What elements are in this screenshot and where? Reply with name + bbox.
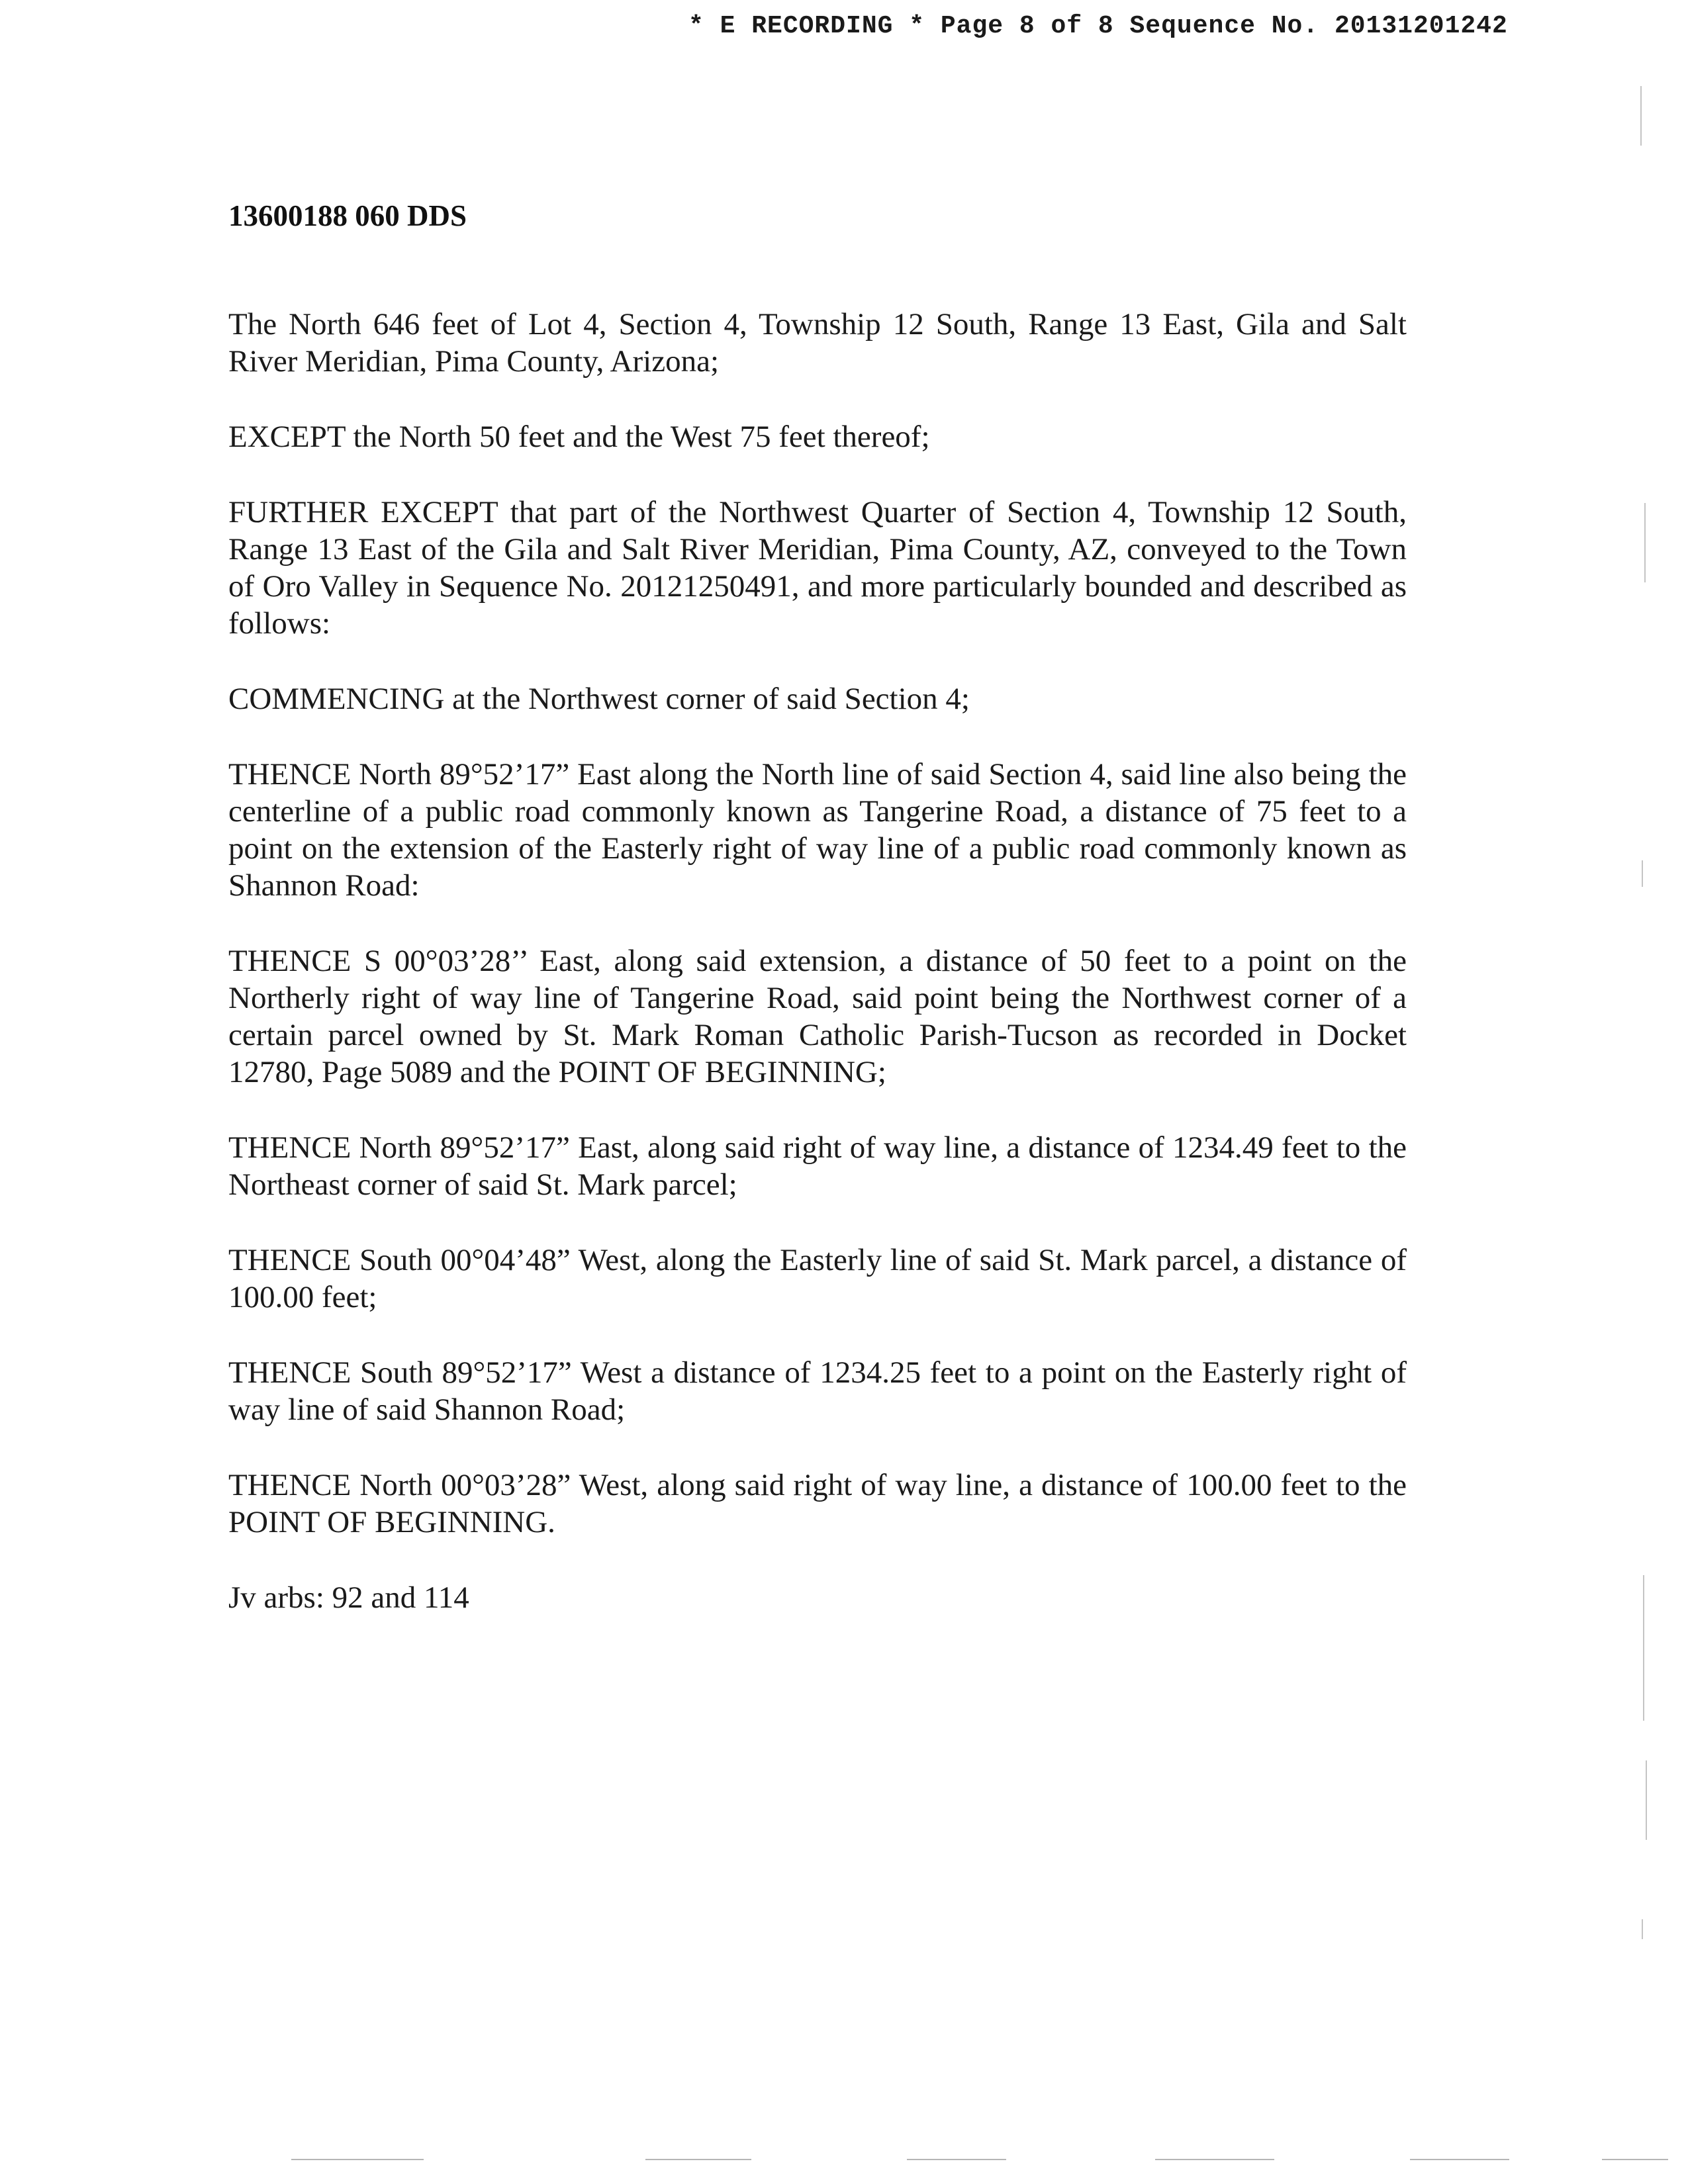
- paragraph-thence-4: THENCE South 00°04’48” West, along the Easterly line of said St. Mark parcel, a distance of 100.00 feet;: [228, 1243, 1407, 1314]
- paragraph-arbs-note: Jv arbs: 92 and 114: [228, 1580, 469, 1615]
- scan-artifact: [1644, 503, 1646, 582]
- paragraph-lot-description: The North 646 feet of Lot 4, Section 4, Township 12 South, Range 13 East, Gila and Salt River Meridian, Pima County, Arizona;: [228, 307, 1407, 379]
- paragraph-except: EXCEPT the North 50 feet and the West 75 feet thereof;: [228, 420, 930, 454]
- scan-artifact: [1155, 2159, 1274, 2160]
- legal-description: [228, 306, 1407, 1616]
- scan-artifact: [645, 2159, 751, 2160]
- recording-header: * E RECORDING * Page 8 of 8 Sequence No. 20131201242: [688, 12, 1508, 40]
- scan-artifact: [1642, 1919, 1643, 1939]
- scan-artifact: [1602, 2159, 1668, 2160]
- paragraph-thence-2: THENCE S 00°03’28’’ East, along said extension, a distance of 50 feet to a point on the Northerly right of way line of Tangerine Road, said point being the Northwest corner of a certain parcel owned by St. Mark Roman Catholic Parish-Tucson as recorded in Docket 12780, Page 5089 and the POINT OF BEGINNING;: [228, 944, 1407, 1089]
- scan-artifact: [291, 2159, 424, 2160]
- scan-artifact: [1643, 1575, 1644, 1721]
- document-id: 13600188 060 DDS: [228, 199, 467, 232]
- paragraph-thence-1: THENCE North 89°52’17” East along the North line of said Section 4, said line also being the centerline of a public road commonly known as Tangerine Road, a distance of 75 feet to a point on the extension of the Easterly right of way line of a public road commonly known as Shannon Road:: [228, 757, 1407, 903]
- scan-artifact: [1410, 2159, 1509, 2160]
- scan-artifact: [1646, 1760, 1647, 1840]
- paragraph-thence-5: THENCE South 89°52’17” West a distance of 1234.25 feet to a point on the Easterly right of way line of said Shannon Road;: [228, 1355, 1407, 1427]
- paragraph-thence-3: THENCE North 89°52’17” East, along said right of way line, a distance of 1234.49 feet to the Northeast corner of said St. Mark parcel;: [228, 1130, 1407, 1202]
- scan-artifact: [907, 2159, 1006, 2160]
- paragraph-thence-6: THENCE North 00°03’28” West, along said right of way line, a distance of 100.00 feet to the POINT OF BEGINNING.: [228, 1468, 1407, 1539]
- scan-artifact: [1642, 860, 1643, 887]
- paragraph-commencing: COMMENCING at the Northwest corner of said Section 4;: [228, 682, 970, 716]
- paragraph-further-except: FURTHER EXCEPT that part of the Northwest Quarter of Section 4, Township 12 South, Range 13 East of the Gila and Salt River Meridian, Pima County, AZ, conveyed to the Town of Oro Valley in Sequence No. 20121250491, and more particularly bounded and described as follows:: [228, 495, 1407, 641]
- scan-artifact: [1640, 86, 1642, 146]
